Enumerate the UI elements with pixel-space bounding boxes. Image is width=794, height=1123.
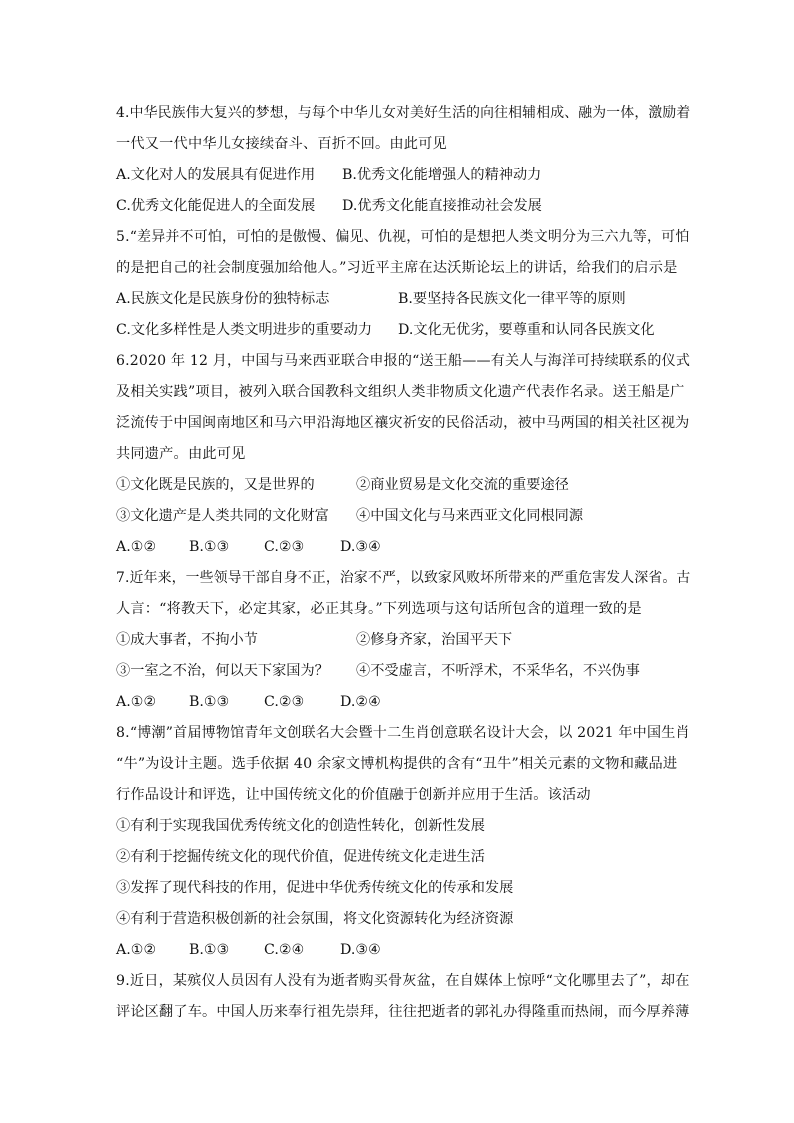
q6-stem-line-1: 6.2020 年 12 月，中国与马来西亚联合申报的“送王船——有关人与海洋可持续联系的仪式: [116, 353, 691, 369]
q4-option-c[interactable]: C.优秀文化能促进人的全面发展: [116, 198, 316, 214]
q4-option-d[interactable]: D.优秀文化能直接推动社会发展: [342, 198, 542, 214]
q4-option-a[interactable]: A.文化对人的发展具有促进作用: [116, 167, 316, 183]
q6-stem-line-2: 及相关实践”项目，被列入联合国教科文组织人类非物质文化遗产代表作名录。送王船是广: [116, 384, 685, 400]
q8-option-c[interactable]: C.②④: [264, 942, 305, 958]
q7-item-1: ①成大事者，不拘小节: [116, 632, 258, 648]
q8-option-b[interactable]: B.①③: [189, 942, 230, 958]
q4-stem-line-2: 一代又一代中华儿女接续奋斗、百折不回。由此可见: [116, 136, 447, 152]
q8-item-3: ③发挥了现代科技的作用，促进中华优秀传统文化的传承和发展: [116, 880, 514, 896]
q4-option-b[interactable]: B.优秀文化能增强人的精神动力: [342, 167, 542, 183]
q6-item-4: ④中国文化与马来西亚文化同根同源: [356, 508, 584, 524]
q7-item-3: ③一室之不治，何以天下家国为？: [116, 663, 329, 679]
q5-option-d[interactable]: D.文化无优劣，要尊重和认同各民族文化: [398, 322, 655, 338]
q7-item-2: ②修身齐家，治国平天下: [356, 632, 513, 648]
q7-stem-line-2: 人言：“将教天下，必定其家，必正其身。”下列选项与这句话所包含的道理一致的是: [116, 601, 642, 617]
q6-option-b[interactable]: B.①③: [189, 539, 230, 555]
q8-stem-line-2: “牛”为设计主题。选手依据 40 余家文博机构提供的含有“丑牛”相关元素的文物和藏品进: [116, 756, 678, 772]
q8-item-4: ④有利于营造积极创新的社会氛围，将文化资源转化为经济资源: [116, 911, 514, 927]
q7-option-b[interactable]: B.①③: [189, 694, 230, 710]
q6-item-1: ①文化既是民族的，又是世界的: [116, 477, 315, 493]
q5-stem-line-1: 5.“差异并不可怕，可怕的是傲慢、偏见、仇视，可怕的是想把人类文明分为三六九等，可怕: [116, 229, 690, 245]
q7-option-a[interactable]: A.①②: [116, 694, 157, 710]
q6-option-c[interactable]: C.②③: [264, 539, 305, 555]
q8-option-d[interactable]: D.③④: [340, 942, 381, 958]
q8-stem-line-3: 行作品设计和评选，让中国传统文化的价值融于创新并应用于生活。该活动: [116, 787, 591, 803]
q6-option-a[interactable]: A.①②: [116, 539, 157, 555]
q7-stem-line-1: 7.近年来，一些领导干部自身不正，治家不严，以致家风败坏所带来的严重危害发人深省。古: [116, 570, 691, 586]
q6-option-d[interactable]: D.③④: [340, 539, 381, 555]
q8-option-a[interactable]: A.①②: [116, 942, 157, 958]
q8-item-2: ②有利于挖掘传统文化的现代价值，促进传统文化走进生活: [116, 849, 485, 865]
q5-option-b[interactable]: B.要坚持各民族文化一律平等的原则: [398, 291, 626, 307]
q9-stem-line-1: 9.近日，某殡仪人员因有人没有为逝者购买骨灰盆，在自媒体上惊呼“文化哪里去了”，却在: [116, 973, 690, 989]
q6-item-2: ②商业贸易是文化交流的重要途径: [356, 477, 569, 493]
q8-stem-line-1: 8.“博潮”首届博物馆青年文创联名大会暨十二生肖创意联名设计大会，以 2021 年中国生肖: [116, 725, 690, 741]
q5-option-c[interactable]: C.文化多样性是人类文明进步的重要动力: [116, 322, 373, 338]
q7-option-d[interactable]: D.②④: [340, 694, 381, 710]
q6-item-3: ③文化遗产是人类共同的文化财富: [116, 508, 329, 524]
q4-stem-line-1: 4.中华民族伟大复兴的梦想，与每个中华儿女对美好生活的向往相辅相成、融为一体，激励着: [116, 105, 691, 121]
q7-item-4: ④不受虚言，不听浮术，不采华名，不兴伪事: [356, 663, 640, 679]
q5-stem-line-2: 的是把自己的社会制度强加给他人。”习近平主席在达沃斯论坛上的讲话，给我们的启示是: [116, 260, 678, 276]
q6-stem-line-4: 共同遗产。由此可见: [116, 446, 246, 462]
q8-item-1: ①有利于实现我国优秀传统文化的创造性转化，创新性发展: [116, 818, 485, 834]
q9-stem-line-2: 评论区翻了车。中国人历来奉行祖先崇拜，往往把逝者的郭礼办得隆重而热闹，而今厚养薄: [116, 1004, 690, 1020]
q7-option-c[interactable]: C.②③: [264, 694, 305, 710]
q6-stem-line-3: 泛流传于中国闽南地区和马六甲沿海地区禳灾祈安的民俗活动，被中马两国的相关社区视为: [116, 415, 690, 431]
q5-option-a[interactable]: A.民族文化是民族身份的独特标志: [116, 291, 330, 307]
